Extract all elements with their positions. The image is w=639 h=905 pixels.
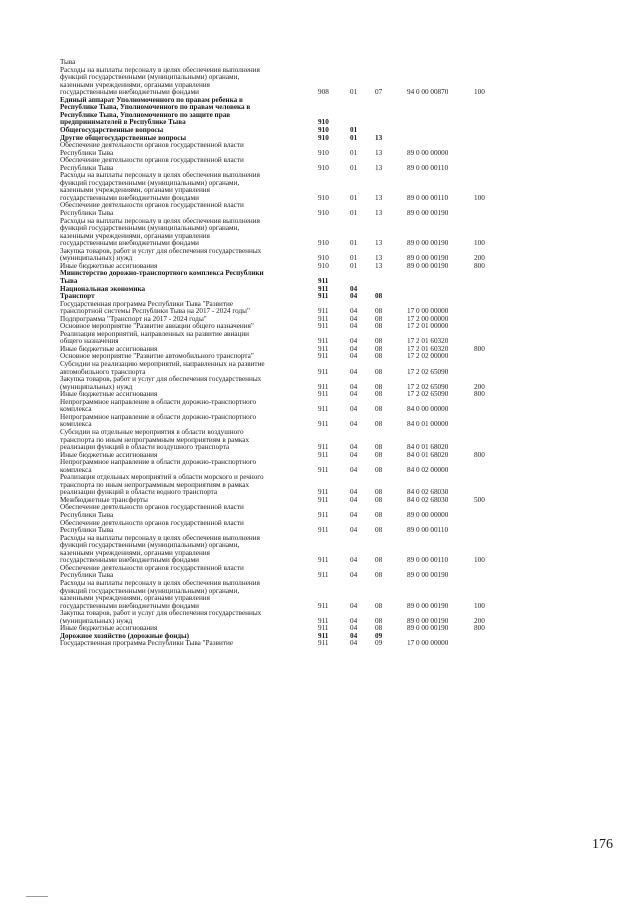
- scan-edge-mark: [26, 896, 48, 897]
- subsection-code: 08: [375, 511, 383, 519]
- ministry-code: 911: [318, 292, 329, 301]
- row-description: государственными внебюджетными фондами: [60, 239, 199, 248]
- row-description: Расходы на выплаты персоналу в целях обеспечения выполнения: [60, 533, 260, 542]
- target-article-code: 84 0 00 00000: [407, 405, 449, 414]
- row-description: Иные бюджетные ассигнования: [60, 624, 158, 633]
- subsection-code: 09: [375, 631, 383, 640]
- section-code: 01: [350, 88, 358, 97]
- row-description: (муниципальных) нужд: [60, 254, 133, 263]
- ministry-code: 911: [318, 382, 329, 391]
- section-code: 04: [350, 571, 358, 580]
- ministry-code: 911: [318, 511, 329, 519]
- row-description: (муниципальных) нужд: [60, 616, 133, 625]
- row-description: Обеспечение деятельности органов государственной власти: [60, 141, 244, 150]
- subsection-code: 13: [375, 239, 383, 248]
- section-code: 01: [350, 163, 358, 172]
- row-description: Подпрограмма "Транспорт на 2017 - 2024 годы": [60, 314, 207, 323]
- ministry-code: 910: [318, 148, 329, 157]
- row-description: Тыва: [60, 276, 78, 285]
- ministry-code: 911: [318, 443, 329, 452]
- ministry-code: 911: [318, 405, 329, 414]
- row-description: Непрограммное направление в области дорожно-транспортного: [60, 412, 257, 421]
- row-description: транспортной системы Республики Тыва на 2017 - 2024 годы": [60, 307, 250, 316]
- row-description: Республики Тыва: [60, 526, 114, 535]
- ministry-code: 911: [318, 307, 329, 316]
- target-article-code: 17 2 01 60320: [407, 337, 449, 346]
- section-code: 04: [350, 314, 358, 323]
- ministry-code: 911: [318, 601, 329, 610]
- row-description: Иные бюджетные ассигнования: [60, 450, 158, 459]
- target-article-code: 89 0 00 00110: [407, 193, 449, 202]
- row-description: казенными учреждениями, органами управления: [60, 594, 210, 603]
- ministry-code: 911: [318, 465, 329, 474]
- subsection-code: 08: [375, 352, 383, 361]
- subsection-code: 08: [375, 616, 383, 625]
- subsection-code: 13: [375, 261, 383, 270]
- row-description: Обеспечение деятельности органов государственной власти: [60, 156, 244, 165]
- ministry-code: 911: [318, 616, 329, 625]
- row-description: Непрограммное направление в области дорожно-транспортного: [60, 458, 257, 467]
- section-code: 04: [350, 639, 358, 648]
- row-description: Обеспечение деятельности органов государственной власти: [60, 563, 244, 572]
- section-code: 04: [350, 616, 358, 625]
- section-code: 04: [350, 405, 358, 414]
- ministry-code: 910: [318, 118, 329, 127]
- row-description: Общегосударственные вопросы: [60, 125, 164, 134]
- row-description: Иные бюджетные ассигнования: [60, 344, 158, 353]
- row-description: Расходы на выплаты персоналу в целях обеспечения выполнения: [60, 65, 260, 74]
- row-description: государственными внебюджетными фондами: [60, 88, 199, 97]
- section-code: 04: [350, 420, 358, 429]
- target-article-code: 89 0 00 00190: [407, 624, 449, 633]
- subsection-code: 08: [375, 624, 383, 633]
- row-description: Закупка товаров, работ и услуг для обеспечения государственных: [60, 375, 262, 384]
- ministry-code: 911: [318, 322, 329, 331]
- target-article-code: 17 2 01 60320: [407, 344, 449, 353]
- section-code: 04: [350, 495, 358, 504]
- ministry-code: 911: [318, 337, 329, 346]
- section-code: 04: [350, 450, 358, 459]
- target-article-code: 17 2 02 65090: [407, 382, 449, 391]
- row-description: функций государственными (муниципальными) органами,: [60, 224, 240, 233]
- row-description: транспорта по иным непрограммным мероприятиям в рамках: [60, 435, 250, 444]
- subsection-code: 13: [375, 193, 383, 202]
- ministry-code: 911: [318, 367, 329, 376]
- subsection-code: 13: [375, 254, 383, 263]
- target-article-code: 89 0 00 00110: [407, 556, 449, 565]
- row-description: Государственная программа Республики Тыва "Развитие: [60, 299, 234, 308]
- ministry-code: 910: [318, 239, 329, 248]
- ministry-code: 911: [318, 420, 329, 429]
- expense-type-code: 800: [474, 390, 485, 399]
- row-description: транспорта по иным непрограммным мероприятиям в рамках: [60, 480, 250, 489]
- ministry-code: 911: [318, 276, 329, 285]
- target-article-code: 89 0 00 00190: [407, 209, 449, 217]
- ministry-code: 910: [318, 209, 329, 217]
- row-description: Непрограммное направление в области дорожно-транспортного: [60, 397, 257, 406]
- subsection-code: 08: [375, 488, 383, 497]
- ministry-code: 911: [318, 639, 329, 648]
- ministry-code: 911: [318, 344, 329, 353]
- row-description: реализации функций в области водного транспорта: [60, 488, 218, 497]
- section-code: 01: [350, 239, 358, 248]
- subsection-code: 08: [375, 322, 383, 331]
- target-article-code: 89 0 00 00110: [407, 526, 449, 535]
- row-description: функций государственными (муниципальными) органами,: [60, 586, 240, 595]
- ministry-code: 911: [318, 314, 329, 323]
- ministry-code: 910: [318, 254, 329, 263]
- row-description: государственными внебюджетными фондами: [60, 601, 199, 610]
- row-description: казенными учреждениями, органами управления: [60, 231, 210, 240]
- section-code: 04: [350, 284, 358, 293]
- row-description: Республики Тыва: [60, 209, 114, 217]
- subsection-code: 08: [375, 367, 383, 376]
- target-article-code: 84 0 01 68020: [407, 443, 449, 452]
- expense-type-code: 800: [474, 261, 485, 270]
- subsection-code: 08: [375, 601, 383, 610]
- section-code: 04: [350, 307, 358, 316]
- ministry-code: 910: [318, 261, 329, 270]
- row-description: Реализация отдельных мероприятий в области морского и речного: [60, 473, 264, 482]
- subsection-code: 13: [375, 133, 383, 142]
- ministry-code: 910: [318, 163, 329, 172]
- row-description: Межбюджетные трансферты: [60, 495, 148, 504]
- row-description: Обеспечение деятельности органов государственной власти: [60, 201, 244, 210]
- ministry-code: 911: [318, 624, 329, 633]
- row-description: Другие общегосударственные вопросы: [60, 133, 187, 142]
- target-article-code: 84 0 02 00000: [407, 465, 449, 474]
- section-code: 04: [350, 352, 358, 361]
- target-article-code: 89 0 00 00190: [407, 254, 449, 263]
- section-code: 04: [350, 488, 358, 497]
- row-description: Субсидии на отдельные мероприятия в области воздушного: [60, 427, 244, 436]
- row-description: Единый аппарат Уполномоченного по правам ребенка в: [60, 95, 243, 104]
- target-article-code: 89 0 00 00190: [407, 239, 449, 248]
- row-description: Иные бюджетные ассигнования: [60, 261, 158, 270]
- ministry-code: 911: [318, 284, 329, 293]
- row-description: Дорожное хозяйство (дорожные фонды): [60, 631, 189, 640]
- target-article-code: 89 0 00 00190: [407, 261, 449, 270]
- subsection-code: 08: [375, 526, 383, 535]
- row-description: Тыва: [60, 58, 76, 66]
- row-description: Расходы на выплаты персоналу в целях обеспечения выполнения: [60, 216, 260, 225]
- ministry-code: 911: [318, 526, 329, 535]
- subsection-code: 08: [375, 450, 383, 459]
- target-article-code: 17 2 02 65090: [407, 367, 449, 376]
- section-code: 04: [350, 344, 358, 353]
- row-description: Республики Тыва: [60, 571, 114, 580]
- row-description: Закупка товаров, работ и услуг для обеспечения государственных: [60, 246, 262, 255]
- subsection-code: 07: [375, 88, 383, 97]
- row-description: Республике Тыва, Уполномоченного по защите прав: [60, 110, 231, 119]
- subsection-code: 08: [375, 292, 383, 301]
- section-code: 04: [350, 601, 358, 610]
- row-description: государственными внебюджетными фондами: [60, 556, 199, 565]
- ministry-code: 908: [318, 88, 329, 97]
- target-article-code: 89 0 00 00000: [407, 148, 449, 157]
- section-code: 04: [350, 526, 358, 535]
- ministry-code: 910: [318, 125, 329, 134]
- subsection-code: 08: [375, 571, 383, 580]
- expense-type-code: 100: [474, 601, 485, 610]
- ministry-code: 911: [318, 495, 329, 504]
- target-article-code: 17 2 02 65090: [407, 390, 449, 399]
- expense-type-code: 100: [474, 88, 485, 97]
- section-code: 04: [350, 337, 358, 346]
- row-description: (муниципальных) нужд: [60, 382, 133, 391]
- row-description: функций государственными (муниципальными) органами,: [60, 178, 240, 187]
- expense-type-code: 100: [474, 556, 485, 565]
- section-code: 01: [350, 148, 358, 157]
- row-description: государственными внебюджетными фондами: [60, 193, 199, 202]
- target-article-code: 89 0 00 00190: [407, 571, 449, 580]
- subsection-code: 08: [375, 556, 383, 565]
- ministry-code: 911: [318, 631, 329, 640]
- section-code: 01: [350, 209, 358, 217]
- row-description: Иные бюджетные ассигнования: [60, 390, 158, 399]
- section-code: 04: [350, 382, 358, 391]
- subsection-code: 08: [375, 495, 383, 504]
- subsection-code: 13: [375, 163, 383, 172]
- section-code: 04: [350, 624, 358, 633]
- ministry-code: 910: [318, 193, 329, 202]
- row-description: общего назначения: [60, 337, 119, 346]
- row-description: функций государственными (муниципальными) органами,: [60, 73, 240, 82]
- subsection-code: 08: [375, 420, 383, 429]
- section-code: 01: [350, 254, 358, 263]
- row-description: Министерство дорожно-транспортного комплекса Республики: [60, 269, 264, 278]
- row-description: казенными учреждениями, органами управления: [60, 548, 210, 557]
- target-article-code: 94 0 00 00870: [407, 88, 449, 97]
- section-code: 04: [350, 292, 358, 301]
- row-description: Субсидии на реализацию мероприятий, направленных на развитие: [60, 360, 265, 368]
- section-code: 04: [350, 465, 358, 474]
- row-description: комплекса: [60, 405, 92, 414]
- target-article-code: 84 0 02 68030: [407, 488, 449, 497]
- subsection-code: 08: [375, 337, 383, 346]
- row-description: Национальная экономика: [60, 284, 146, 293]
- subsection-code: 08: [375, 382, 383, 391]
- expense-type-code: 200: [474, 254, 485, 263]
- ministry-code: 911: [318, 390, 329, 399]
- row-description: реализации функций в области воздушного транспорта: [60, 443, 230, 452]
- target-article-code: 89 0 00 00190: [407, 616, 449, 625]
- subsection-code: 08: [375, 307, 383, 316]
- row-description: Реализация мероприятий, направленных на развитие авиации: [60, 329, 250, 338]
- ministry-code: 911: [318, 450, 329, 459]
- row-description: Республики Тыва: [60, 511, 114, 519]
- expense-type-code: 800: [474, 624, 485, 633]
- row-description: Расходы на выплаты персоналу в целях обеспечения выполнения: [60, 578, 260, 587]
- row-description: предпринимателей в Республике Тыва: [60, 118, 186, 127]
- target-article-code: 84 0 01 00000: [407, 420, 449, 429]
- row-description: Республики Тыва: [60, 163, 114, 172]
- expense-type-code: 800: [474, 450, 485, 459]
- target-article-code: 17 2 00 00000: [407, 314, 449, 323]
- target-article-code: 84 0 02 68030: [407, 495, 449, 504]
- page-number: 176: [592, 837, 613, 852]
- subsection-code: 08: [375, 443, 383, 452]
- target-article-code: 89 0 00 00000: [407, 511, 449, 519]
- ministry-code: 911: [318, 352, 329, 361]
- section-code: 04: [350, 390, 358, 399]
- row-description: функций государственными (муниципальными) органами,: [60, 541, 240, 550]
- row-description: автомобильного транспорта: [60, 367, 146, 376]
- section-code: 01: [350, 261, 358, 270]
- row-description: Республике Тыва, Уполномоченного по правам человека в: [60, 103, 251, 112]
- row-description: Транспорт: [60, 292, 95, 301]
- target-article-code: 84 0 01 68020: [407, 450, 449, 459]
- ministry-code: 910: [318, 133, 329, 142]
- target-article-code: 17 0 00 00000: [407, 307, 449, 316]
- row-description: Основное мероприятие "Развитие авиации общего назначения": [60, 322, 254, 331]
- subsection-code: 08: [375, 405, 383, 414]
- row-description: Обеспечение деятельности органов государственной власти: [60, 503, 244, 512]
- section-code: 01: [350, 133, 358, 142]
- subsection-code: 08: [375, 390, 383, 399]
- target-article-code: 17 0 00 00000: [407, 639, 449, 648]
- row-description: Закупка товаров, работ и услуг для обеспечения государственных: [60, 609, 262, 618]
- row-description: казенными учреждениями, органами управления: [60, 186, 210, 195]
- ministry-code: 911: [318, 488, 329, 497]
- section-code: 04: [350, 511, 358, 519]
- expense-type-code: 100: [474, 239, 485, 248]
- row-description: комплекса: [60, 420, 92, 429]
- target-article-code: 89 0 00 00190: [407, 601, 449, 610]
- expense-type-code: 500: [474, 495, 485, 504]
- target-article-code: 89 0 00 00110: [407, 163, 449, 172]
- expense-type-code: 200: [474, 616, 485, 625]
- subsection-code: 08: [375, 344, 383, 353]
- row-description: Государственная программа Республики Тыва "Развитие: [60, 639, 234, 648]
- subsection-code: 13: [375, 148, 383, 157]
- section-code: 04: [350, 631, 358, 640]
- ministry-code: 911: [318, 556, 329, 565]
- subsection-code: 13: [375, 209, 383, 217]
- expense-type-code: 800: [474, 344, 485, 353]
- row-description: Основное мероприятие "Развитие автомобильного транспорта": [60, 352, 254, 361]
- row-description: Обеспечение деятельности органов государственной власти: [60, 518, 244, 527]
- subsection-code: 08: [375, 314, 383, 323]
- section-code: 01: [350, 125, 358, 134]
- target-article-code: 17 2 01 00000: [407, 322, 449, 331]
- target-article-code: 17 2 02 00000: [407, 352, 449, 361]
- row-description: казенными учреждениями, органами управления: [60, 80, 210, 89]
- section-code: 04: [350, 443, 358, 452]
- expense-type-code: 200: [474, 382, 485, 391]
- subsection-code: 08: [375, 465, 383, 474]
- section-code: 04: [350, 367, 358, 376]
- row-description: Республики Тыва: [60, 148, 114, 157]
- row-description: Расходы на выплаты персоналу в целях обеспечения выполнения: [60, 171, 260, 180]
- ministry-code: 911: [318, 571, 329, 580]
- row-description: комплекса: [60, 465, 92, 474]
- section-code: 04: [350, 556, 358, 565]
- section-code: 01: [350, 193, 358, 202]
- section-code: 04: [350, 322, 358, 331]
- subsection-code: 09: [375, 639, 383, 648]
- expense-type-code: 100: [474, 193, 485, 202]
